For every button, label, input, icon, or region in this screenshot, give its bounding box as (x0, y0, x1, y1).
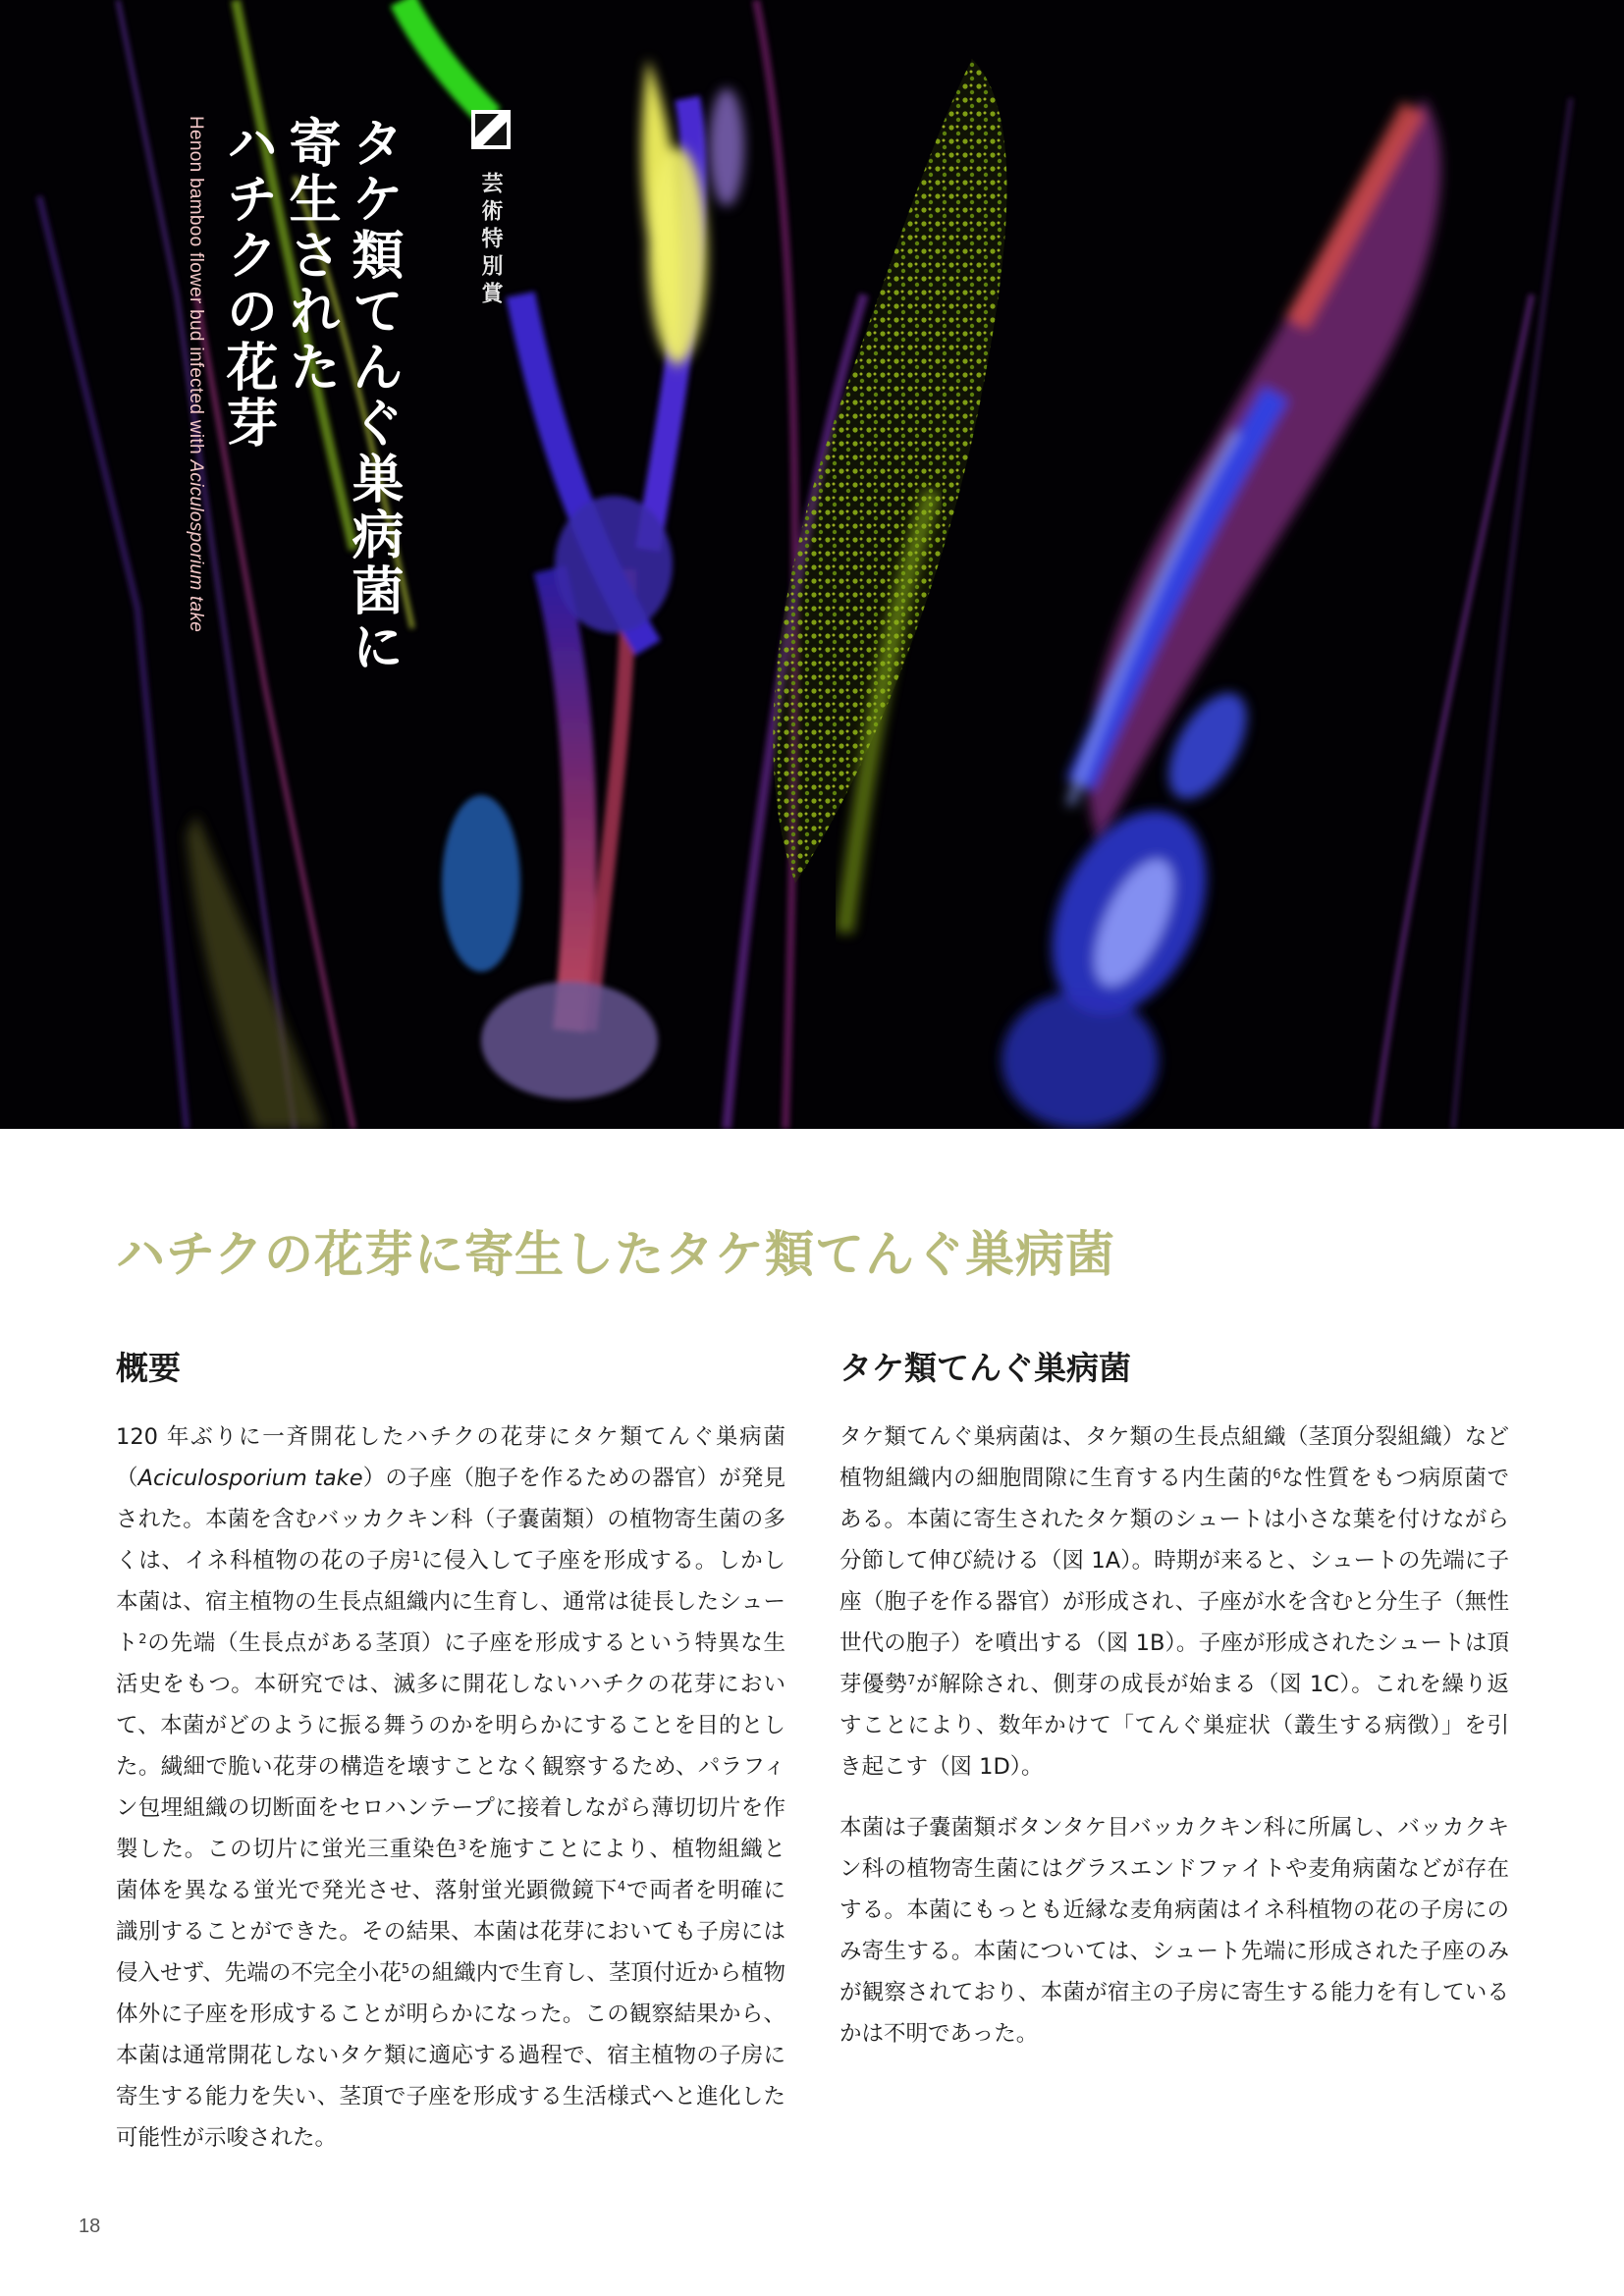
hero-title-line-2: 寄生された (281, 116, 341, 396)
pathogen-paragraph-1 (839, 1416, 1509, 1788)
footnote-ref: 7 (907, 1674, 916, 1688)
footnote-ref: 1 (411, 1550, 421, 1565)
pathogen-paragraph-2: 本菌は子嚢菌類ボタンタケ目バッカクキン科に所属し、バッカクキン科の植物寄生菌にはグラスエンドファイトや麦角病菌などが存在する。本菌にもっとも近縁な麦角病菌はイネ科植物の花の子房にのみ寄生する。本菌については、シュート先端に形成された子座のみが観察されており、本菌が宿主の子房に寄生する能力を有しているかは不明であった。 (839, 1815, 1509, 2047)
summary-column (116, 1343, 785, 2159)
footnote-ref: 2 (138, 1632, 147, 1647)
subtitle-prefix: Henon bamboo flower bud infected with (186, 116, 206, 460)
page-number: 18 (79, 2216, 101, 2237)
text-run: が解除され、側芽の成長が始まる（図 1C）。これを繰り返すことにより、数年かけて「てんぐ巣症状（叢生する病徴）」を引き起こす（図 1D）。 (839, 1672, 1509, 1780)
text-run: の組織内で生育し、茎頂付近から植物体外に子座を形成することが明らかになった。この観察結果から、本菌は通常開花しないタケ類に適応する過程で、宿主植物の子房に寄生する能力を失い、茎頂で子座を形成する生活様式へと進化した可能性が示唆された。 (116, 1960, 785, 2151)
award-label: 芸術特別賞 (478, 172, 503, 309)
pathogen-column (839, 1343, 1509, 2055)
subtitle-species: Aciculosporium take (186, 459, 206, 633)
hero-subtitle-english (185, 116, 206, 632)
species-name: Aciculosporium take (137, 1466, 363, 1491)
text-run: に侵入して子座を形成する。しかし本菌は、宿主植物の生長点組織内に生育し、通常は徒長したシュート (116, 1548, 785, 1656)
summary-paragraph (116, 1416, 785, 2159)
hero-title-line-3: ハチクの花芽 (218, 116, 278, 452)
text-run: な性質をもつ病原菌である。本菌に寄生されたタケ類のシュートは小さな葉を付けながら分節して伸び続ける（図 1A）。時期が来ると、シュートの先端に子座（胞子を作る器官）が形成され、子座が水を含むと分生子（無性世代の胞子）を噴出する（図 1B）。子座が形成されたシュートは頂芽優勢 (839, 1466, 1509, 1697)
text-run: ）の子座（胞子を作るための器官）が発見された。本菌を含むバッカクキン科（子嚢菌類）の植物寄生菌の多くは、イネ科植物の花の子房 (116, 1466, 785, 1574)
article-headline: ハチクの花芽に寄生したタケ類てんぐ巣病菌 (116, 1226, 1115, 1283)
text-run: で両者を明確に識別することができた。その結果、本菌は花芽においても子房には侵入せず、先端の不完全小花 (116, 1878, 785, 1986)
pathogen-heading: タケ類てんぐ巣病菌 (839, 1349, 1131, 1387)
text-run: の先端（生長点がある茎頂）に子座を形成するという特異な生活史をもつ。本研究では、滅多に開花しないハチクの花芽において、本菌がどのように振る舞うのかを明らかにすることを目的とした。繊細で脆い花芽の構造を壊すことなく観察するため、パラフィン包埋組織の切断面をセロハンテープに接着しながら薄切切片を作製した。この切片に蛍光三重染色 (116, 1630, 785, 1862)
text-run: タケ類てんぐ巣病菌は、タケ類の生長点組織（茎頂分裂組織）など植物組織内の細胞間隙に生育する内生菌的 (839, 1424, 1509, 1491)
footnote-ref: 5 (401, 1962, 410, 1977)
award-emblem-icon (471, 110, 511, 149)
footnote-ref: 6 (1272, 1468, 1281, 1482)
footnote-ref: 4 (617, 1880, 626, 1895)
hero-micrograph (0, 0, 1624, 1129)
footnote-ref: 3 (458, 1839, 466, 1853)
text-run: 120 年ぶりに一斉開花したハチクの花芽にタケ類てんぐ巣病菌（ (116, 1424, 785, 1491)
summary-heading: 概要 (116, 1349, 181, 1387)
hero-title-line-1: タケ類てんぐ巣病菌に (344, 116, 404, 675)
text-run: を施すことにより、植物組織と菌体を異なる蛍光で発光させ、落射蛍光顕微鏡下 (116, 1837, 785, 1903)
